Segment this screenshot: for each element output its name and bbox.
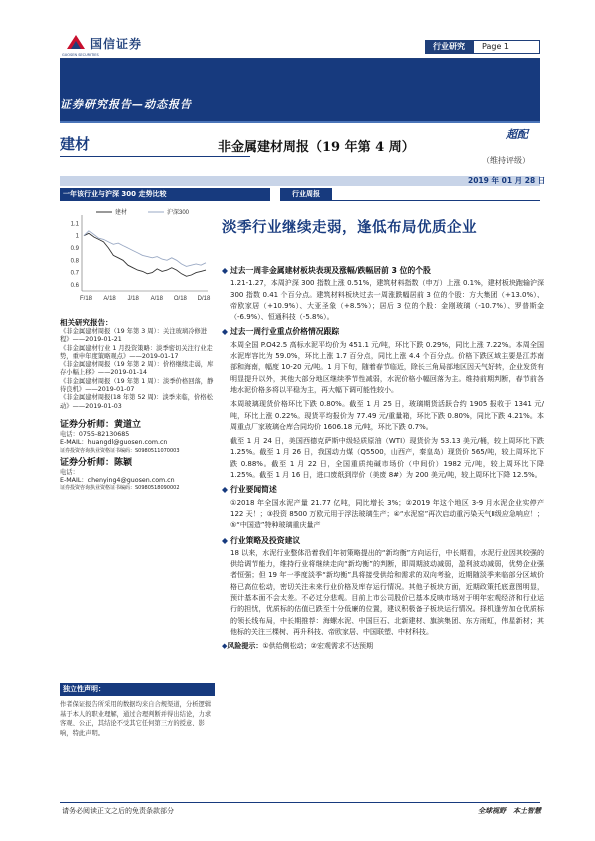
section-heading-text: 过去一周非金属建材板块表现及涨幅/跌幅居前 3 位的个股 [230,266,431,275]
chart-y-tick-label: 1 [75,233,79,240]
diamond-bullet-icon: ◆ [222,535,228,545]
paragraph: 本周全国 P.O42.5 高标水泥平均价为 451.1 元/吨，环比下跌 0.29%，同比上涨 7.22%。本周全国水泥库容比为 59.0%，环比上涨 1.7 百分点，同比上涨 4.4 个百分点。价格下跌区域主要是江苏南部和海南，幅度 10-20 元/吨。1 月下旬，随着春节临近，除长三角局部地区因天气好转，企业发货有明显提升以外，其他大部分地区继续季节性减弱，水泥价格小幅回落为主。维持前期判断，春节前各地水泥价格多将以平稳为主，再大幅下调可能性较小。 [230,340,544,394]
banner-strip [60,121,540,123]
diamond-bullet-icon: ◆ [222,485,228,495]
industry-name: 建材 [60,135,91,153]
section-heading-text: 行业要闻简述 [230,485,277,495]
analyst-2-phone: 电话： [60,468,79,476]
footer-slogan: 全球视野 本土智慧 [478,807,541,815]
chart-x-tick-label: J/18 [127,296,139,302]
section-heading-text: 过去一周行业重点价格情况跟踪 [230,327,340,337]
chart-x-tick-label: A/18 [150,296,163,302]
risk-line [222,641,544,652]
rating: 超配 [506,128,528,141]
brand-name: 国信证券 [90,37,143,51]
chart-x-tick-label: O/18 [173,296,187,302]
analyst-1-email: E-MAIL：huangdl@guosen.com.cn [60,439,168,447]
chart-header: 一年该行业与沪深 300 走势比较 [60,188,270,201]
analyst-2-email: E-MAIL：chenying4@guosen.com.cn [60,476,175,484]
chart-x-tick-label: D/18 [197,296,211,302]
footer-disclaimer: 请务必阅读正文之后的免责条款部分 [62,807,174,815]
paragraph: 截至 1 月 24 日，美国西德克萨斯中级轻质原油（WTI）现货价为 53.13 美元/桶，较上周环比下跌 1.25%。截至 1 月 26 日，我国动力煤（Q5500，山西产，秦皇岛）现货价 565/吨，较上周环比下跌 0.88%。截至 1 月 22 日，全国重质纯碱市场价（中间价）1982 元/吨，较上周环比下降 1.25%。截至 1 月 16 日，进口废纸到岸价（美废 8#）为 200 美元/吨，较上周环比下降 12.5%。 [230,437,544,480]
related-report: 《非金属建材周报（19 年第 3 周）：关注玻璃冷修进程》——2019-01-21 [60,328,208,344]
paragraph: 本周玻璃现货价格环比下跌 0.80%。截至 1 月 25 日，玻璃期货活跃合约 1905 报收于 1341 元/吨，环比上涨 0.22%。现货平均报价为 77.49 元/重量箱，环比下跌 0.80%，同比下跌 4.21%。本周重点厂家玻璃仓库合同均价 1606.18 元/吨，环比下跌 0.7%。 [230,400,544,431]
section-heading [222,265,544,276]
section-divider [280,200,540,201]
analyst-1-cert: 证券投资咨询执业资格证书编码：S0980511070003 [60,447,180,454]
report-date: 2019 年 01 月 28 日 [468,176,546,185]
related-report: 《非金属建材周报（19 年第 1 周）：淡季价格回落，静待良机》——2019-01-07 [60,377,214,394]
diamond-bullet-icon: ◆ [222,327,228,337]
disclaimer-title: 独立性声明： [60,683,215,696]
chart-y-tick-label: 0.6 [70,282,79,289]
chart-series-line [84,233,206,276]
section-heading [222,484,544,495]
chart-x-tick-label: A/18 [103,296,116,302]
main-title: 淡季行业继续走弱，逢低布局优质企业 [222,219,477,236]
analyst-2-cert: 证券投资咨询执业资格证书编码：S0980518090002 [60,485,180,492]
page-number: Page 1 [473,40,540,54]
related-report: 《非金属建材周报（19 年第 2 周）：价格继续走弱，库存小幅上移》——2019-01-14 [60,361,214,377]
diamond-bullet-icon: ◆ [222,642,228,651]
related-report: 《非金属建材周报(18 年第 52 周)：淡季来临，价格松动》——2019-01-03 [60,394,213,410]
paragraph: 1.21-1.27，本周沪深 300 指数上涨 0.51%，建筑材料指数（申万）上涨 0.1%，建材板块跑输沪深 300 指数 0.41 个百分点。建筑材料板块过去一周涨跌幅居前 3 位的个股：方大集团（+13.0%）、帝欧家居（+10.9%）、大亚圣象（+8.5%）；居后 3 位的个股：金刚玻璃（-10.7%）、罗普斯金（-6.9%）、恒通科技（-5.8%）。 [230,279,544,322]
section-heading [222,326,544,337]
report-title: 非金属建材周报（19 年第 4 周） [218,140,415,155]
disclaimer-text: 作者保证报告所采用的数据均来自合规渠道，分析逻辑基于本人的职业理解，通过合理判断并得出结论，力求客观、公正，其结论不受其它任何第三方的授意、影响，特此声明。 [60,701,212,737]
sidebar [60,318,215,492]
brand-subtitle: GUOSEN SECURITIES [62,53,99,57]
report-body [222,262,544,656]
guosen-logo-icon [65,33,87,51]
risk-label: 风险提示： [227,642,263,651]
section-heading-text: 行业策略及投资建议 [230,535,301,545]
paragraph: 18 以来，水泥行业整体沿着我们年初策略提出的“新均衡”方向运行，中长期看，水泥行业因其较强的供给调节能力，维持行业将继续走向“新均衡”的判断，即周期波动减弱，盈利波动减弱，优势企业强者恒强；但 19 年一季度淡季“新均衡”具将接受供给和需求的双向考验，近期随淡季来临部分区域价格已高位松动，密切关注未来行业价格及库存运行情况。其他子板块方面，近期政策托底意图明显，预计基本面不会太差。不必过分悲观。目前上市公司股价已基本反映市场对于明年宏观经济和行业运行的担忧，优质标的估值已跌至十分低廉的位置，建议积极备子板块运行情况。择机逢劳加仓优质标的领长线布局，中长期推荐：海螺水泥、中国巨石、北新建材、旗滨集团、东方雨虹，伟星新材；其他标的关注三棵树、再升科技、帝欧家居、中国联塑、中材科技。 [230,548,544,636]
section-heading [222,535,544,546]
section-tag: 行业周报 [280,188,332,201]
chart-legend-label: 建材 [115,210,128,216]
analyst-2-name: 证券分析师：陈颖 [60,457,133,468]
analyst-1-name: 证券分析师：黄道立 [60,419,142,430]
rating-note: （维持评级） [482,156,530,165]
chart-series-line [84,231,206,267]
chart-y-tick-label: 0.7 [70,270,79,277]
footer-divider [60,802,540,803]
chart-y-tick-label: 0.8 [70,258,79,265]
related-report: 《非金属建材行业 1 月投资策略：淡季密切关注行业走势，重申年度策略观点》——2019-01-17 [60,344,213,360]
diamond-bullet-icon: ◆ [222,266,228,275]
chart-y-tick-label: 0.9 [70,246,79,253]
chart-x-tick-label: F/18 [79,296,93,302]
chart-legend-label: 沪深300 [167,210,190,216]
paragraph: ①2018 年全国水泥产量 21.77 亿吨，同比增长 3%；②2019 年这个地区 3-9 月水泥企业实停产 122 天！；③投资 8500 万欧元用于浮法玻璃生产；④“水泥窑”再次启动重污染天气Ⅱ级应急响应！；⑤“中国造”特种玻璃重庆量产 [230,498,544,530]
header-tag: 行业研究 [425,40,473,54]
industry-divider [60,156,250,157]
related-reports-title: 相关研究报告： [60,318,113,327]
banner-title: 证券研究报告—动态报告 [60,98,192,111]
analyst-1-phone: 电话：0755-82130685 [60,430,130,438]
chart-y-tick-label: 1.1 [70,221,79,228]
risk-text: ①供给侧松动；②宏观需求不达预期 [262,642,373,651]
